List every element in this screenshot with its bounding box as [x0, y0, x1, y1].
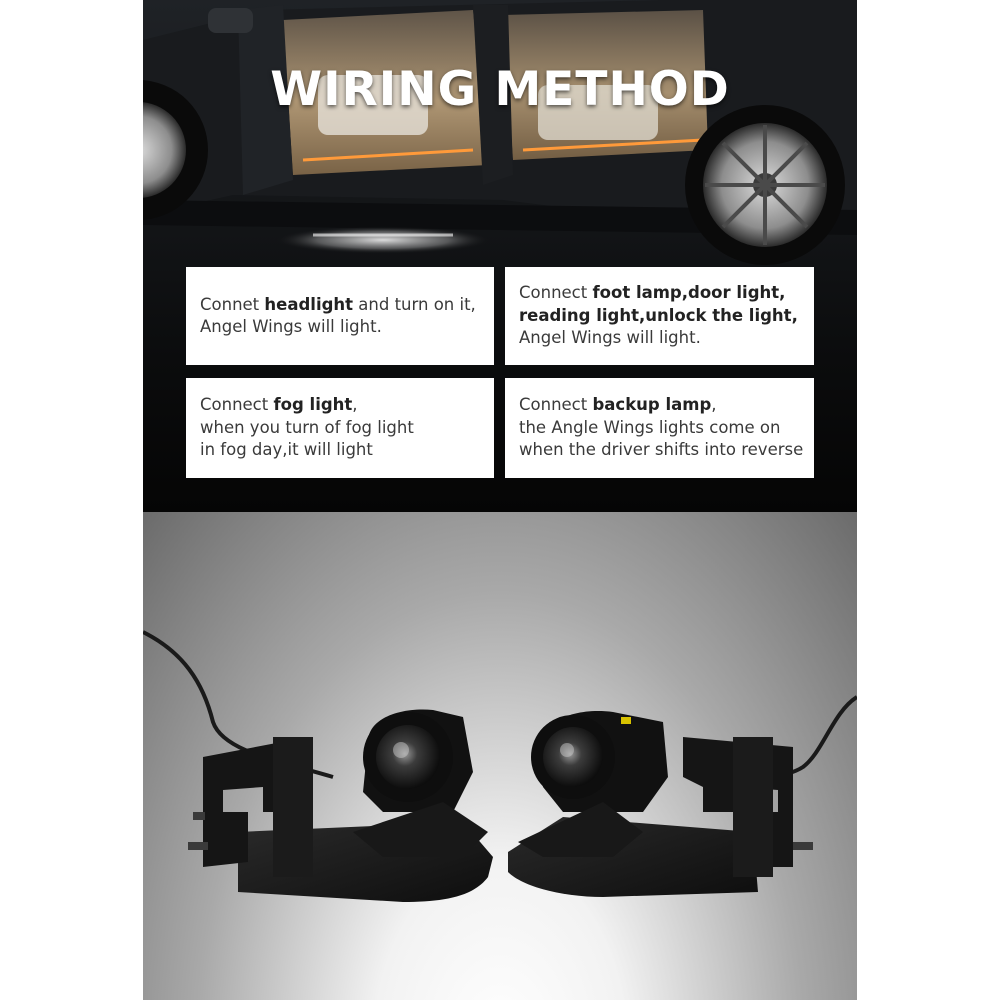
card-line	[519, 417, 800, 440]
card-text: and turn on it,	[353, 294, 476, 314]
card-bold-text: reading light,unlock the light,	[519, 305, 798, 325]
card-line	[200, 316, 480, 339]
card-line	[200, 439, 480, 462]
card-bold-text: backup lamp	[592, 395, 712, 415]
wiring-card-backup-lamp	[505, 378, 814, 478]
card-bold-text: fog light	[273, 395, 353, 415]
right-projector	[508, 711, 813, 897]
card-text: the Angle Wings lights come on	[519, 417, 781, 437]
card-text: ,	[711, 395, 717, 415]
card-line	[200, 294, 480, 317]
card-line	[519, 439, 804, 462]
card-bold-text: foot lamp,door light,	[592, 283, 786, 303]
card-text: Connet	[200, 294, 265, 314]
card-text: Connect	[519, 395, 593, 415]
card-text: in fog day,it will light	[200, 440, 373, 460]
card-line	[519, 282, 800, 305]
card-line	[519, 394, 800, 417]
product-photo	[143, 512, 857, 1000]
card-line	[200, 417, 480, 440]
card-text: when you turn of fog light	[200, 417, 414, 437]
wiring-card-foot-lamp	[505, 267, 814, 365]
card-text: Angel Wings will light.	[519, 328, 701, 348]
page-title: WIRING METHOD	[270, 62, 730, 117]
card-line	[519, 305, 800, 328]
wiring-card-fog-light	[186, 378, 494, 478]
wiring-card-headlight	[186, 267, 494, 365]
card-text: when the driver shifts into reverse	[519, 440, 804, 460]
card-line	[200, 394, 480, 417]
left-projector	[188, 709, 493, 902]
card-text: Connect	[200, 395, 274, 415]
projector-lamp-icon	[143, 512, 857, 1000]
card-line	[519, 327, 800, 350]
card-text: Connect	[519, 283, 593, 303]
card-bold-text: headlight	[264, 294, 354, 314]
wiring-method-panel	[143, 0, 857, 512]
card-text: Angel Wings will light.	[200, 317, 382, 336]
card-text: ,	[352, 395, 358, 415]
